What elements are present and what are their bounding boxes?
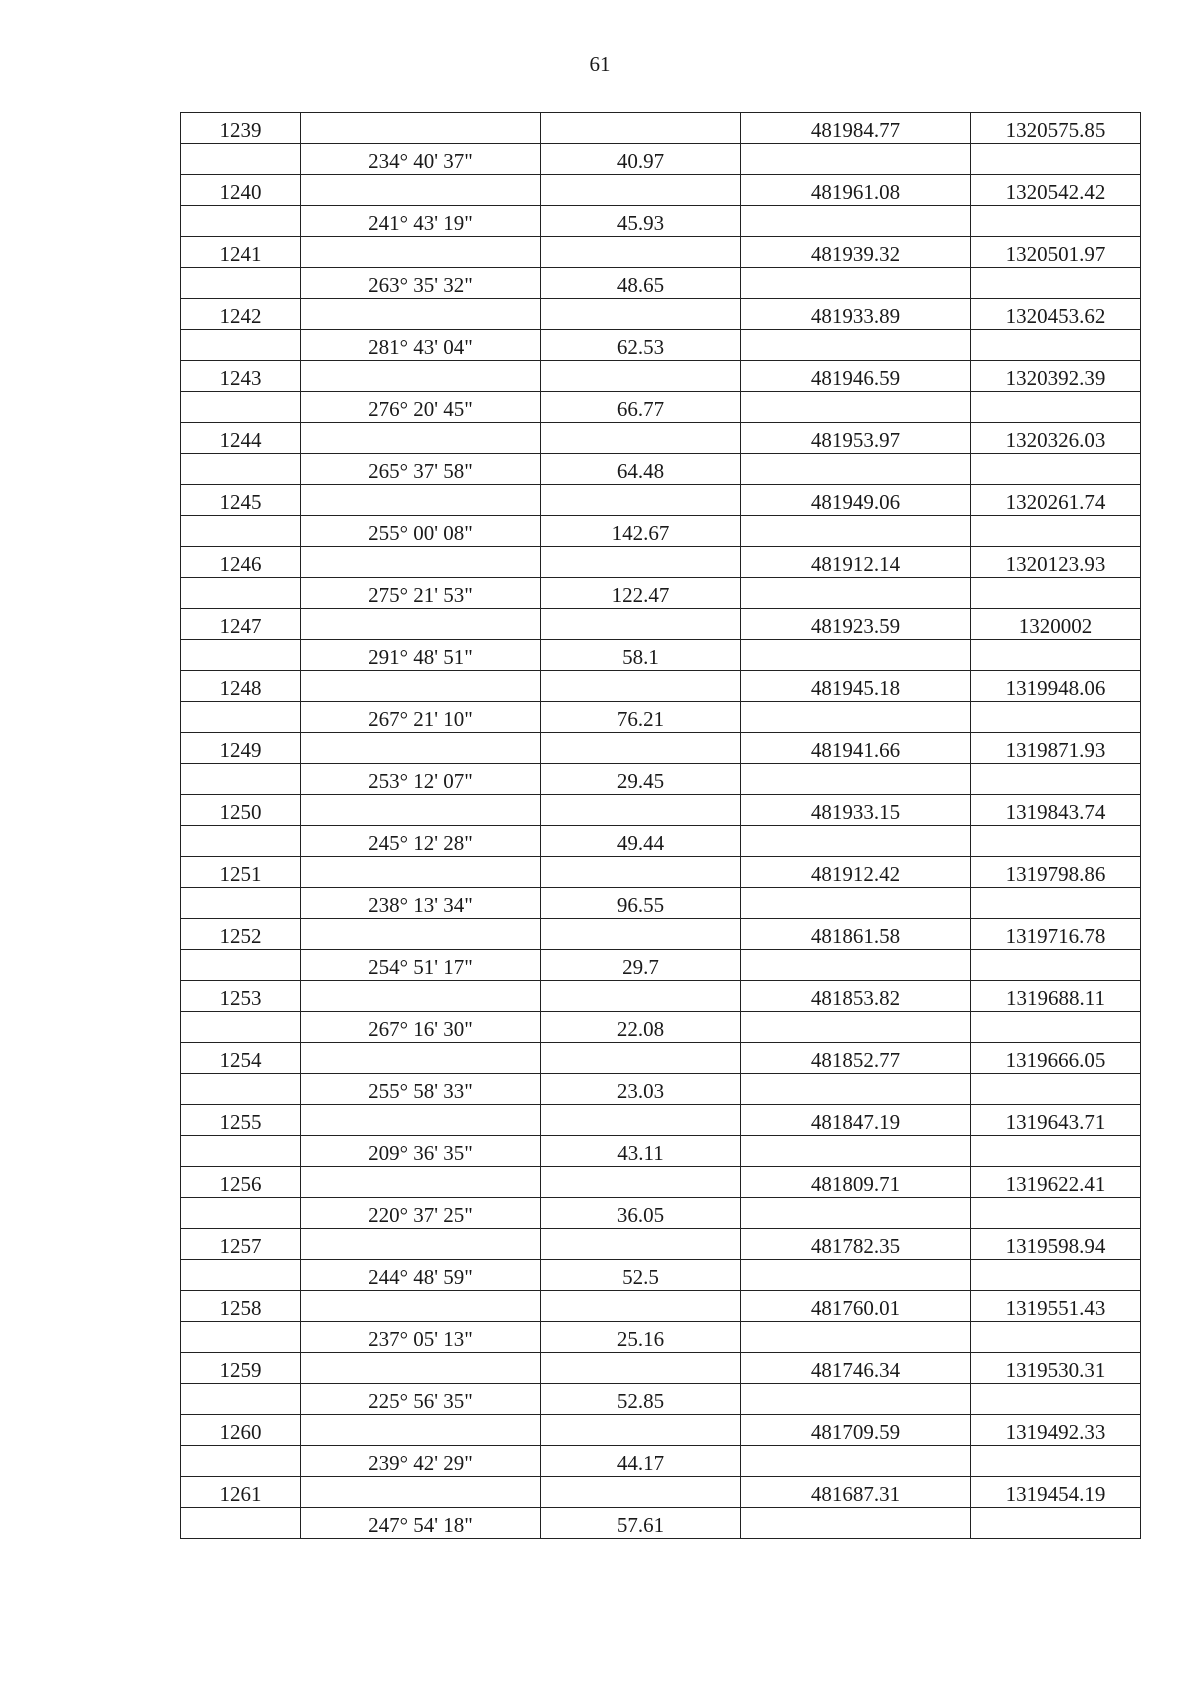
segment-row	[181, 1508, 1141, 1539]
point-row	[181, 237, 1141, 268]
y-coordinate-cell: 1319843.74	[971, 795, 1141, 826]
empty-cell	[541, 175, 741, 206]
bearing-cell: 209° 36' 35"	[301, 1136, 541, 1167]
empty-cell	[301, 1043, 541, 1074]
point-id-cell: 1261	[181, 1477, 301, 1508]
x-coordinate-cell: 481984.77	[741, 113, 971, 144]
empty-cell	[301, 423, 541, 454]
empty-cell	[971, 1198, 1141, 1229]
x-coordinate-cell: 481912.14	[741, 547, 971, 578]
empty-cell	[971, 640, 1141, 671]
distance-cell: 29.45	[541, 764, 741, 795]
point-row	[181, 795, 1141, 826]
x-coordinate-cell: 481945.18	[741, 671, 971, 702]
empty-cell	[541, 423, 741, 454]
empty-cell	[541, 795, 741, 826]
bearing-cell: 245° 12' 28"	[301, 826, 541, 857]
distance-cell: 52.85	[541, 1384, 741, 1415]
empty-cell	[971, 702, 1141, 733]
distance-cell: 142.67	[541, 516, 741, 547]
empty-cell	[181, 578, 301, 609]
x-coordinate-cell: 481946.59	[741, 361, 971, 392]
empty-cell	[301, 1105, 541, 1136]
empty-cell	[181, 1384, 301, 1415]
point-row	[181, 1415, 1141, 1446]
point-id-cell: 1239	[181, 113, 301, 144]
point-id-cell: 1249	[181, 733, 301, 764]
distance-cell: 52.5	[541, 1260, 741, 1291]
empty-cell	[741, 268, 971, 299]
bearing-cell: 267° 16' 30"	[301, 1012, 541, 1043]
x-coordinate-cell: 481847.19	[741, 1105, 971, 1136]
bearing-cell: 244° 48' 59"	[301, 1260, 541, 1291]
point-row	[181, 361, 1141, 392]
bearing-cell: 238° 13' 34"	[301, 888, 541, 919]
segment-row	[181, 702, 1141, 733]
empty-cell	[181, 206, 301, 237]
segment-row	[181, 826, 1141, 857]
empty-cell	[301, 919, 541, 950]
point-row	[181, 1291, 1141, 1322]
y-coordinate-cell: 1319643.71	[971, 1105, 1141, 1136]
empty-cell	[181, 826, 301, 857]
point-row	[181, 609, 1141, 640]
empty-cell	[741, 1136, 971, 1167]
empty-cell	[971, 330, 1141, 361]
segment-row	[181, 1384, 1141, 1415]
empty-cell	[541, 361, 741, 392]
empty-cell	[541, 1229, 741, 1260]
y-coordinate-cell: 1319454.19	[971, 1477, 1141, 1508]
empty-cell	[541, 919, 741, 950]
segment-row	[181, 144, 1141, 175]
point-id-cell: 1246	[181, 547, 301, 578]
x-coordinate-cell: 481709.59	[741, 1415, 971, 1446]
point-id-cell: 1240	[181, 175, 301, 206]
point-id-cell: 1260	[181, 1415, 301, 1446]
segment-row	[181, 1136, 1141, 1167]
distance-cell: 64.48	[541, 454, 741, 485]
distance-cell: 66.77	[541, 392, 741, 423]
distance-cell: 58.1	[541, 640, 741, 671]
point-id-cell: 1250	[181, 795, 301, 826]
distance-cell: 96.55	[541, 888, 741, 919]
empty-cell	[971, 1012, 1141, 1043]
empty-cell	[181, 1198, 301, 1229]
empty-cell	[741, 144, 971, 175]
distance-cell: 22.08	[541, 1012, 741, 1043]
empty-cell	[301, 1291, 541, 1322]
empty-cell	[971, 144, 1141, 175]
empty-cell	[741, 888, 971, 919]
x-coordinate-cell: 481746.34	[741, 1353, 971, 1384]
y-coordinate-cell: 1320261.74	[971, 485, 1141, 516]
bearing-cell: 276° 20' 45"	[301, 392, 541, 423]
bearing-cell: 281° 43' 04"	[301, 330, 541, 361]
empty-cell	[541, 1043, 741, 1074]
distance-cell: 40.97	[541, 144, 741, 175]
x-coordinate-cell: 481923.59	[741, 609, 971, 640]
point-row	[181, 919, 1141, 950]
y-coordinate-cell: 1319666.05	[971, 1043, 1141, 1074]
bearing-cell: 237° 05' 13"	[301, 1322, 541, 1353]
empty-cell	[181, 1446, 301, 1477]
segment-row	[181, 454, 1141, 485]
segment-row	[181, 1260, 1141, 1291]
empty-cell	[301, 1477, 541, 1508]
y-coordinate-cell: 1320575.85	[971, 113, 1141, 144]
bearing-cell: 253° 12' 07"	[301, 764, 541, 795]
empty-cell	[301, 1229, 541, 1260]
empty-cell	[971, 1322, 1141, 1353]
empty-cell	[971, 888, 1141, 919]
distance-cell: 45.93	[541, 206, 741, 237]
empty-cell	[741, 1260, 971, 1291]
empty-cell	[741, 1384, 971, 1415]
y-coordinate-cell: 1319688.11	[971, 981, 1141, 1012]
empty-cell	[541, 733, 741, 764]
empty-cell	[541, 609, 741, 640]
y-coordinate-cell: 1319598.94	[971, 1229, 1141, 1260]
point-row	[181, 547, 1141, 578]
empty-cell	[541, 299, 741, 330]
bearing-cell: 254° 51' 17"	[301, 950, 541, 981]
segment-row	[181, 950, 1141, 981]
empty-cell	[301, 361, 541, 392]
empty-cell	[971, 1446, 1141, 1477]
distance-cell: 25.16	[541, 1322, 741, 1353]
distance-cell: 44.17	[541, 1446, 741, 1477]
point-id-cell: 1243	[181, 361, 301, 392]
empty-cell	[541, 1167, 741, 1198]
x-coordinate-cell: 481687.31	[741, 1477, 971, 1508]
point-row	[181, 1229, 1141, 1260]
empty-cell	[541, 857, 741, 888]
empty-cell	[181, 330, 301, 361]
point-id-cell: 1255	[181, 1105, 301, 1136]
bearing-cell: 265° 37' 58"	[301, 454, 541, 485]
empty-cell	[741, 826, 971, 857]
segment-row	[181, 392, 1141, 423]
y-coordinate-cell: 1319716.78	[971, 919, 1141, 950]
empty-cell	[541, 1415, 741, 1446]
empty-cell	[741, 516, 971, 547]
point-id-cell: 1244	[181, 423, 301, 454]
empty-cell	[301, 547, 541, 578]
empty-cell	[541, 547, 741, 578]
segment-row	[181, 1322, 1141, 1353]
empty-cell	[301, 485, 541, 516]
empty-cell	[301, 299, 541, 330]
bearing-cell: 291° 48' 51"	[301, 640, 541, 671]
x-coordinate-cell: 481853.82	[741, 981, 971, 1012]
empty-cell	[741, 578, 971, 609]
segment-row	[181, 1012, 1141, 1043]
distance-cell: 43.11	[541, 1136, 741, 1167]
empty-cell	[181, 950, 301, 981]
empty-cell	[741, 392, 971, 423]
x-coordinate-cell: 481760.01	[741, 1291, 971, 1322]
empty-cell	[741, 330, 971, 361]
empty-cell	[301, 733, 541, 764]
coordinates-table-container	[180, 112, 1140, 1539]
point-row	[181, 857, 1141, 888]
point-id-cell: 1259	[181, 1353, 301, 1384]
empty-cell	[971, 392, 1141, 423]
empty-cell	[541, 981, 741, 1012]
segment-row	[181, 1074, 1141, 1105]
bearing-cell: 234° 40' 37"	[301, 144, 541, 175]
x-coordinate-cell: 481933.15	[741, 795, 971, 826]
point-id-cell: 1258	[181, 1291, 301, 1322]
empty-cell	[301, 1167, 541, 1198]
empty-cell	[541, 671, 741, 702]
empty-cell	[741, 640, 971, 671]
empty-cell	[301, 981, 541, 1012]
segment-row	[181, 206, 1141, 237]
point-row	[181, 671, 1141, 702]
y-coordinate-cell: 1319492.33	[971, 1415, 1141, 1446]
empty-cell	[741, 950, 971, 981]
empty-cell	[741, 1198, 971, 1229]
x-coordinate-cell: 481953.97	[741, 423, 971, 454]
y-coordinate-cell: 1319798.86	[971, 857, 1141, 888]
empty-cell	[741, 1074, 971, 1105]
empty-cell	[181, 268, 301, 299]
point-row	[181, 1477, 1141, 1508]
point-row	[181, 299, 1141, 330]
point-row	[181, 733, 1141, 764]
segment-row	[181, 1446, 1141, 1477]
bearing-cell: 267° 21' 10"	[301, 702, 541, 733]
point-id-cell: 1248	[181, 671, 301, 702]
empty-cell	[541, 113, 741, 144]
y-coordinate-cell: 1320392.39	[971, 361, 1141, 392]
point-row	[181, 1167, 1141, 1198]
empty-cell	[181, 1508, 301, 1539]
segment-row	[181, 516, 1141, 547]
point-row	[181, 175, 1141, 206]
x-coordinate-cell: 481912.42	[741, 857, 971, 888]
empty-cell	[971, 268, 1141, 299]
segment-row	[181, 888, 1141, 919]
y-coordinate-cell: 1320542.42	[971, 175, 1141, 206]
x-coordinate-cell: 481949.06	[741, 485, 971, 516]
point-row	[181, 485, 1141, 516]
point-row	[181, 1105, 1141, 1136]
y-coordinate-cell: 1320002	[971, 609, 1141, 640]
empty-cell	[741, 1508, 971, 1539]
empty-cell	[541, 1353, 741, 1384]
distance-cell: 62.53	[541, 330, 741, 361]
empty-cell	[541, 485, 741, 516]
empty-cell	[971, 1260, 1141, 1291]
distance-cell: 57.61	[541, 1508, 741, 1539]
empty-cell	[181, 640, 301, 671]
y-coordinate-cell: 1320326.03	[971, 423, 1141, 454]
empty-cell	[541, 1291, 741, 1322]
empty-cell	[971, 516, 1141, 547]
segment-row	[181, 764, 1141, 795]
segment-row	[181, 330, 1141, 361]
distance-cell: 76.21	[541, 702, 741, 733]
empty-cell	[971, 1074, 1141, 1105]
distance-cell: 48.65	[541, 268, 741, 299]
bearing-cell: 247° 54' 18"	[301, 1508, 541, 1539]
x-coordinate-cell: 481861.58	[741, 919, 971, 950]
x-coordinate-cell: 481961.08	[741, 175, 971, 206]
y-coordinate-cell: 1319871.93	[971, 733, 1141, 764]
point-row	[181, 981, 1141, 1012]
point-id-cell: 1254	[181, 1043, 301, 1074]
empty-cell	[301, 237, 541, 268]
y-coordinate-cell: 1319551.43	[971, 1291, 1141, 1322]
empty-cell	[541, 1105, 741, 1136]
empty-cell	[741, 702, 971, 733]
empty-cell	[971, 1136, 1141, 1167]
segment-row	[181, 578, 1141, 609]
empty-cell	[181, 764, 301, 795]
x-coordinate-cell: 481782.35	[741, 1229, 971, 1260]
empty-cell	[181, 1136, 301, 1167]
empty-cell	[741, 764, 971, 795]
point-row	[181, 1353, 1141, 1384]
empty-cell	[301, 1353, 541, 1384]
empty-cell	[181, 144, 301, 175]
empty-cell	[301, 175, 541, 206]
bearing-cell: 225° 56' 35"	[301, 1384, 541, 1415]
empty-cell	[181, 1012, 301, 1043]
empty-cell	[181, 392, 301, 423]
empty-cell	[971, 454, 1141, 485]
point-id-cell: 1247	[181, 609, 301, 640]
empty-cell	[301, 857, 541, 888]
empty-cell	[181, 516, 301, 547]
point-row	[181, 423, 1141, 454]
segment-row	[181, 1198, 1141, 1229]
point-id-cell: 1241	[181, 237, 301, 268]
point-id-cell: 1251	[181, 857, 301, 888]
empty-cell	[301, 113, 541, 144]
point-id-cell: 1252	[181, 919, 301, 950]
empty-cell	[741, 1446, 971, 1477]
empty-cell	[741, 1012, 971, 1043]
distance-cell: 122.47	[541, 578, 741, 609]
segment-row	[181, 268, 1141, 299]
empty-cell	[181, 702, 301, 733]
x-coordinate-cell: 481941.66	[741, 733, 971, 764]
empty-cell	[181, 888, 301, 919]
distance-cell: 23.03	[541, 1074, 741, 1105]
x-coordinate-cell: 481939.32	[741, 237, 971, 268]
empty-cell	[541, 1477, 741, 1508]
distance-cell: 36.05	[541, 1198, 741, 1229]
bearing-cell: 239° 42' 29"	[301, 1446, 541, 1477]
empty-cell	[181, 1260, 301, 1291]
empty-cell	[301, 609, 541, 640]
empty-cell	[181, 1074, 301, 1105]
empty-cell	[971, 826, 1141, 857]
empty-cell	[971, 764, 1141, 795]
empty-cell	[741, 206, 971, 237]
coordinates-table	[180, 112, 1141, 1539]
empty-cell	[301, 671, 541, 702]
x-coordinate-cell: 481852.77	[741, 1043, 971, 1074]
x-coordinate-cell: 481809.71	[741, 1167, 971, 1198]
bearing-cell: 275° 21' 53"	[301, 578, 541, 609]
empty-cell	[971, 206, 1141, 237]
empty-cell	[181, 454, 301, 485]
bearing-cell: 263° 35' 32"	[301, 268, 541, 299]
empty-cell	[971, 1508, 1141, 1539]
distance-cell: 49.44	[541, 826, 741, 857]
coordinates-table-body	[181, 113, 1141, 1539]
point-id-cell: 1257	[181, 1229, 301, 1260]
y-coordinate-cell: 1319948.06	[971, 671, 1141, 702]
y-coordinate-cell: 1320453.62	[971, 299, 1141, 330]
point-id-cell: 1256	[181, 1167, 301, 1198]
empty-cell	[971, 578, 1141, 609]
point-id-cell: 1242	[181, 299, 301, 330]
empty-cell	[741, 1322, 971, 1353]
empty-cell	[301, 795, 541, 826]
empty-cell	[541, 237, 741, 268]
x-coordinate-cell: 481933.89	[741, 299, 971, 330]
distance-cell: 29.7	[541, 950, 741, 981]
y-coordinate-cell: 1319530.31	[971, 1353, 1141, 1384]
page-number: 61	[589, 52, 611, 76]
y-coordinate-cell: 1319622.41	[971, 1167, 1141, 1198]
bearing-cell: 255° 00' 08"	[301, 516, 541, 547]
empty-cell	[301, 1415, 541, 1446]
y-coordinate-cell: 1320501.97	[971, 237, 1141, 268]
segment-row	[181, 640, 1141, 671]
point-id-cell: 1253	[181, 981, 301, 1012]
empty-cell	[971, 1384, 1141, 1415]
empty-cell	[741, 454, 971, 485]
bearing-cell: 241° 43' 19"	[301, 206, 541, 237]
y-coordinate-cell: 1320123.93	[971, 547, 1141, 578]
empty-cell	[181, 1322, 301, 1353]
point-id-cell: 1245	[181, 485, 301, 516]
point-row	[181, 1043, 1141, 1074]
bearing-cell: 220° 37' 25"	[301, 1198, 541, 1229]
bearing-cell: 255° 58' 33"	[301, 1074, 541, 1105]
point-row	[181, 113, 1141, 144]
empty-cell	[971, 950, 1141, 981]
